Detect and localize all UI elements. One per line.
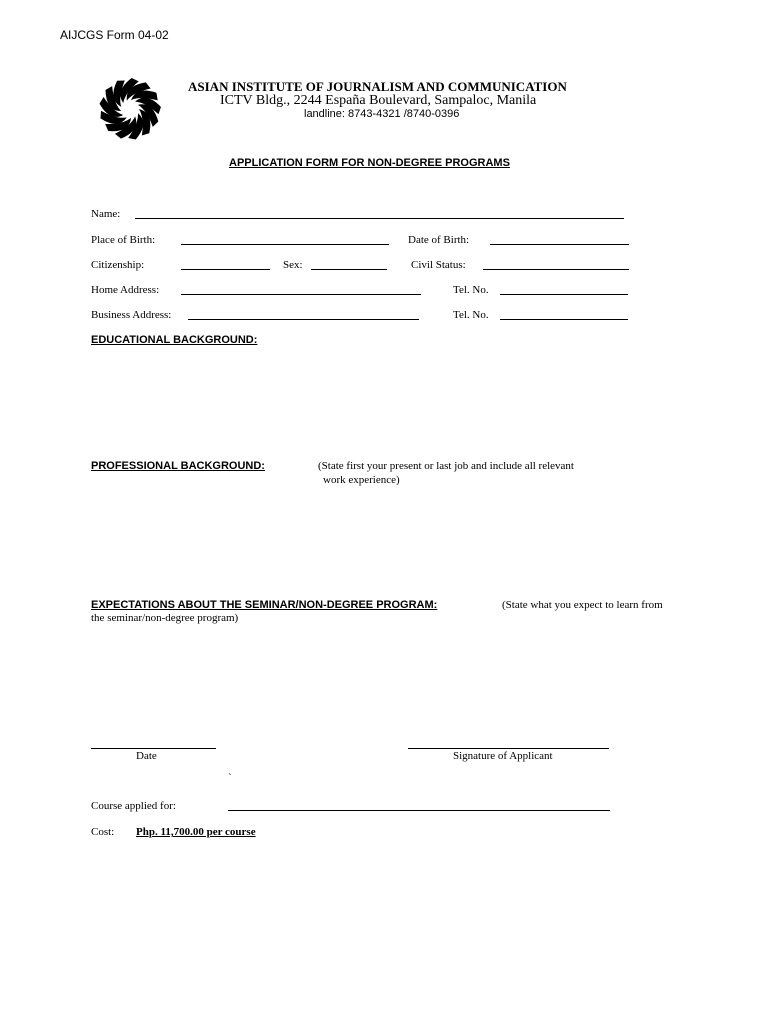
- name-field[interactable]: [135, 218, 624, 219]
- sex-field[interactable]: [311, 269, 387, 270]
- citizenship-label: Citizenship:: [91, 259, 145, 271]
- form-code: AIJCGS Form 04-02: [60, 28, 169, 42]
- place-of-birth-label: Place of Birth:: [91, 234, 156, 246]
- institution-logo-icon: [98, 77, 162, 141]
- sex-label: Sex:: [283, 259, 303, 271]
- course-applied-label: Course applied for:: [91, 800, 176, 812]
- expectations-note: (State what you expect to learn from: [502, 599, 663, 611]
- home-address-field[interactable]: [181, 294, 421, 295]
- citizenship-field[interactable]: [181, 269, 270, 270]
- institution-name: ASIAN INSTITUTE OF JOURNALISM AND COMMUNICATION: [188, 79, 567, 94]
- expectations-heading: EXPECTATIONS ABOUT THE SEMINAR/NON-DEGREE PROGRAM:: [91, 599, 438, 611]
- educational-background-area[interactable]: [91, 352, 631, 452]
- professional-background-heading: PROFESSIONAL BACKGROUND:: [91, 460, 265, 472]
- place-of-birth-field[interactable]: [181, 244, 389, 245]
- cost-label: Cost:: [91, 826, 115, 838]
- institution-landline: landline: 8743-4321 /8740-0396: [304, 108, 460, 120]
- signature-label: Signature of Applicant: [453, 750, 553, 762]
- educational-background-heading: EDUCATIONAL BACKGROUND:: [91, 334, 258, 346]
- home-address-label: Home Address:: [91, 284, 160, 296]
- tel-home-label: Tel. No.: [453, 284, 489, 296]
- date-signature-line[interactable]: [91, 748, 216, 749]
- tel-business-label: Tel. No.: [453, 309, 489, 321]
- civil-status-label: Civil Status:: [411, 259, 466, 271]
- professional-background-area[interactable]: [91, 492, 631, 592]
- business-address-label: Business Address:: [91, 309, 172, 321]
- professional-background-note: (State first your present or last job and include all relevant: [318, 460, 574, 472]
- tel-home-field[interactable]: [500, 294, 628, 295]
- date-of-birth-label: Date of Birth:: [408, 234, 470, 246]
- expectations-area[interactable]: [91, 630, 631, 730]
- form-title: APPLICATION FORM FOR NON-DEGREE PROGRAMS: [229, 157, 510, 169]
- business-address-field[interactable]: [188, 319, 419, 320]
- expectations-note-cont: the seminar/non-degree program): [91, 612, 239, 624]
- institution-address: ICTV Bldg., 2244 España Boulevard, Sampaloc, Manila: [220, 93, 537, 108]
- name-label: Name:: [91, 208, 121, 220]
- tel-business-field[interactable]: [500, 319, 628, 320]
- civil-status-field[interactable]: [483, 269, 629, 270]
- date-label: Date: [136, 750, 157, 762]
- applicant-signature-line[interactable]: [408, 748, 609, 749]
- professional-background-note-cont: work experience): [323, 474, 400, 486]
- cost-value: Php. 11,700.00 per course: [136, 826, 256, 838]
- date-of-birth-field[interactable]: [490, 244, 629, 245]
- stray-mark: `: [228, 772, 232, 784]
- course-applied-field[interactable]: [228, 810, 610, 811]
